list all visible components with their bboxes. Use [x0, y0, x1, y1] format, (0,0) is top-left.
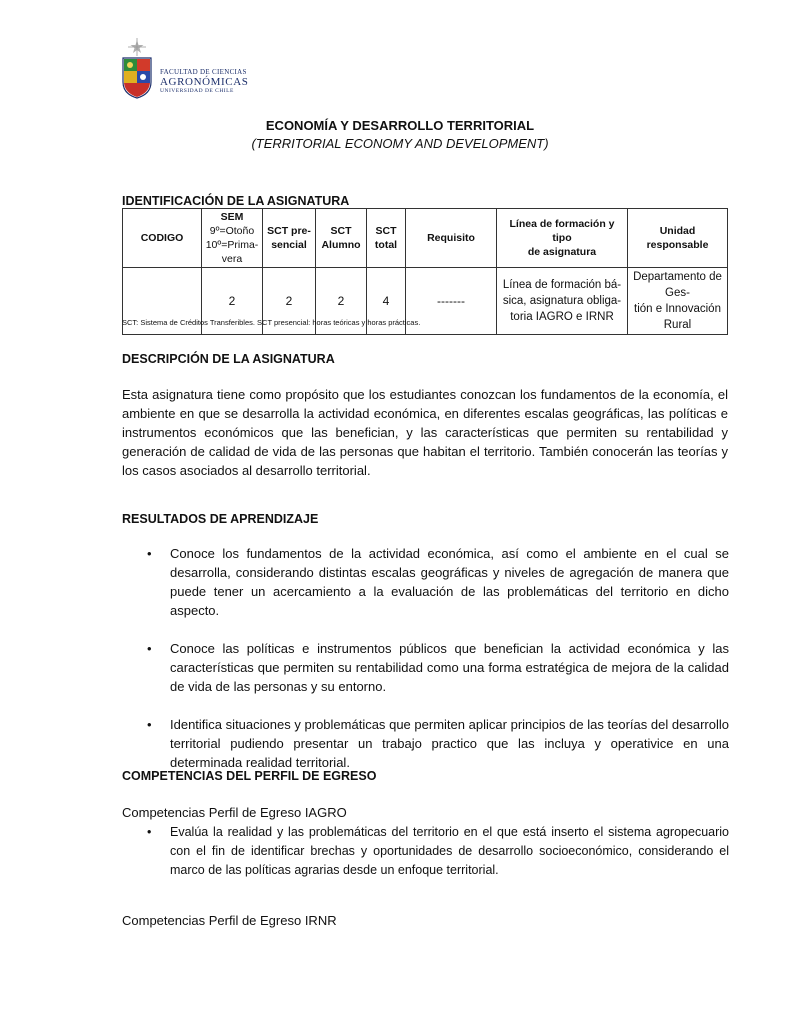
iagro-competencies-label: Competencias Perfil de Egreso IAGRO [122, 805, 347, 820]
bullet-icon: • [147, 641, 152, 656]
col-sem-title: SEM [220, 211, 244, 223]
col-sem [202, 209, 263, 268]
identification-table [122, 208, 728, 335]
col-sct-presencial [263, 209, 316, 268]
cell-unidad-responsable [628, 268, 728, 335]
course-subtitle: (TERRITORIAL ECONOMY AND DEVELOPMENT) [251, 136, 549, 151]
col-requisito: Requisito [406, 209, 497, 268]
col-sct-alumno-line1: SCT [330, 225, 352, 237]
cell-sct-presencial: 2 [263, 268, 316, 335]
logo-line-university: UNIVERSIDAD DE CHILE [160, 88, 234, 94]
table-header-row [123, 209, 728, 268]
cell-sem: 2 [202, 268, 263, 335]
cell-unidad-line2: tión e Innovación Rural [634, 303, 721, 331]
course-title: ECONOMÍA Y DESARROLLO TERRITORIAL [265, 118, 535, 133]
col-unidad-responsable: Unidad responsable [628, 209, 728, 268]
col-linea-line1: Línea de formación y tipo [509, 218, 615, 244]
list-item [147, 823, 729, 880]
description-heading: DESCRIPCIÓN DE LA ASIGNATURA [122, 352, 335, 366]
col-sct-alumno-line2: Alumno [321, 239, 361, 251]
identification-heading: IDENTIFICACIÓN DE LA ASIGNATURA [122, 194, 350, 208]
bullet-icon: • [147, 825, 152, 839]
learning-outcomes-heading: RESULTADOS DE APRENDIZAJE [122, 512, 319, 526]
col-linea-formacion [497, 209, 628, 268]
sct-footnote: SCT: Sistema de Créditos Transferibles. SCT presencial: horas teóricas y horas prácticas. [122, 318, 421, 327]
col-sct-total-line1: SCT [375, 225, 397, 237]
col-sem-line2: 10º=Prima- [205, 239, 259, 251]
university-crest-icon [120, 38, 156, 100]
faculty-logo [120, 38, 249, 100]
list-item-text: Conoce las políticas e instrumentos públicos que benefician la actividad económica y las características que permiten su rentabilidad como una forma estratégica de mejora de la calidad de vida de las personas y su entorno. [170, 641, 729, 694]
cell-requisito: ------- [406, 268, 497, 335]
bullet-icon: • [147, 546, 152, 561]
cell-linea-line1: Línea de formación bá- [502, 279, 622, 291]
list-item-text: Identifica situaciones y problemáticas que permiten aplicar principios de las teorías del desarrollo territorial pudiendo presentar un trabajo practico que las incluya y operativice en una determinada realidad territorial. [170, 717, 729, 770]
col-linea-line2: de asignatura [527, 246, 597, 258]
list-item [147, 639, 729, 696]
list-item [147, 544, 729, 620]
col-sct-pres-line2: sencial [271, 239, 307, 251]
list-item [147, 715, 729, 772]
irnr-competencies-label: Competencias Perfil de Egreso IRNR [122, 913, 337, 928]
col-sct-pres-line1: SCT pre- [267, 225, 311, 237]
bullet-icon: • [147, 717, 152, 732]
col-sct-total-line2: total [374, 239, 398, 251]
competencies-heading: COMPETENCIAS DEL PERFIL DE EGRESO [122, 769, 377, 783]
col-sem-line3: vera [221, 253, 243, 265]
iagro-competencies-list [147, 823, 729, 880]
cell-linea-formacion [497, 268, 628, 335]
cell-sct-total: 4 [367, 268, 406, 335]
list-item-text: Evalúa la realidad y las problemáticas del territorio en el que está inserto el sistema agropecuario con el fin de identificar brechas y oportunidades de desarrollo socioeconómico, considerando el marco de las políticas agrarias desde un enfoque territorial. [170, 825, 729, 877]
learning-outcomes-list [147, 544, 729, 772]
cell-linea-line2: sica, asignatura obliga- [502, 295, 622, 307]
col-sct-total [367, 209, 406, 268]
cell-unidad-line1: Departamento de Ges- [633, 271, 722, 299]
logo-line-faculty: FACULTAD DE CIENCIAS [160, 68, 247, 76]
col-sem-line1: 9º=Otoño [209, 225, 255, 237]
list-item-text: Conoce los fundamentos de la actividad económica, así como el ambiente en el cual se desarrolla, considerando distintas escalas geográficas y niveles de agregación de manera que puede tener un acercamiento a la evaluación de las problemáticas del territorio en dicho aspecto. [170, 546, 729, 618]
logo-line-name: AGRONÓMICAS [160, 76, 249, 88]
cell-linea-line3: toria IAGRO e IRNR [510, 311, 614, 323]
description-paragraph: Esta asignatura tiene como propósito que los estudiantes conozcan los fundamentos de la economía, el ambiente en que se desarrolla la actividad económica, en diferentes escalas geográficas, las políticas e instrumentos económicos que las benefician, y las características que permiten su rentabilidad y generación de calidad de vida de las personas que habitan el territorio. También conocerán las teorías y los casos asociados al desarrollo territorial. [122, 387, 728, 478]
col-sct-alumno [316, 209, 367, 268]
col-codigo: CODIGO [123, 209, 202, 268]
cell-sct-alumno: 2 [316, 268, 367, 335]
